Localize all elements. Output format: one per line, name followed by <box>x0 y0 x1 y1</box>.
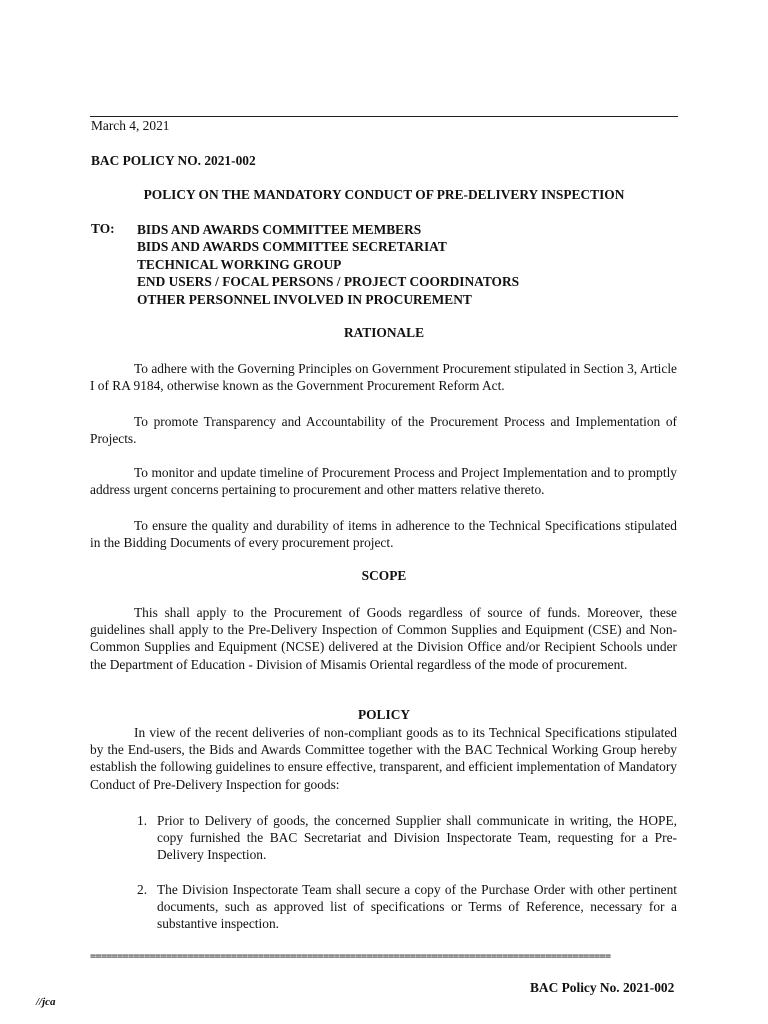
rationale-paragraph: To promote Transparency and Accountability of the Procurement Process and Implementation of Projects. <box>90 414 677 447</box>
list-text: The Division Inspectorate Team shall secure a copy of the Purchase Order with other pertinent documents, such as approved list of specifications or Terms of Reference, necessary for a substantive inspection. <box>157 882 677 932</box>
list-text: Prior to Delivery of goods, the concerned Supplier shall communicate in writing, the HOPE, copy furnished the BAC Secretariat and Division Inspectorate Team, requesting for a Pre-Delivery Inspection. <box>157 813 677 863</box>
recipient-list <box>137 221 519 308</box>
recipient-item: BIDS AND AWARDS COMMITTEE SECRETARIAT <box>137 239 447 255</box>
to-label: TO: <box>91 221 115 236</box>
rationale-paragraph: To adhere with the Governing Principles on Government Procurement stipulated in Section 3, Article I of RA 9184, otherwise known as the Government Procurement Reform Act. <box>90 361 677 394</box>
policy-heading: POLICY <box>357 707 411 722</box>
typist-initials: //jca <box>36 996 56 1008</box>
scope-paragraph: This shall apply to the Procurement of Goods regardless of source of funds. Moreover, these guidelines shall apply to the Pre-Delivery Inspection of Common Supplies and Equipment (CSE) and Non-Common Supplies and Equipment (NCSE) delivered at the Division Office and/or Recipient Schools under the Department of Education - Division of Misamis Oriental regardless of the mode of procurement. <box>90 605 677 672</box>
document-title: POLICY ON THE MANDATORY CONDUCT OF PRE-DELIVERY INSPECTION <box>143 187 625 202</box>
rationale-paragraph: To monitor and update timeline of Procurement Process and Project Implementation and to promptly address urgent concerns pertaining to procurement and other matters relative thereto. <box>90 465 677 498</box>
recipient-item: OTHER PERSONNEL INVOLVED IN PROCUREMENT <box>137 291 472 307</box>
policy-intro: In view of the recent deliveries of non-compliant goods as to its Technical Specifications stipulated by the End-users, the Bids and Awards Committee together with the BAC Technical Working Group hereby establish the following guidelines to ensure effective, transparent, and efficient implementation of Mandatory Conduct of Pre-Delivery Inspection for goods: <box>90 725 677 792</box>
list-number: 2. <box>137 882 148 897</box>
footer-reference: BAC Policy No. 2021-002 <box>530 980 675 995</box>
recipient-item: TECHNICAL WORKING GROUP <box>137 256 342 272</box>
scope-heading: SCOPE <box>361 568 407 583</box>
header-rule <box>90 116 678 117</box>
document-date: March 4, 2021 <box>91 118 170 133</box>
rationale-heading: RATIONALE <box>343 325 425 340</box>
recipient-item: END USERS / FOCAL PERSONS / PROJECT COORDINATORS <box>137 274 520 290</box>
policy-number: BAC POLICY NO. 2021-002 <box>91 153 256 168</box>
list-number: 1. <box>137 813 148 828</box>
rationale-paragraph: To ensure the quality and durability of items in adherence to the Technical Specifications stipulated in the Bidding Documents of every procurement project. <box>90 518 677 551</box>
recipient-item: BIDS AND AWARDS COMMITTEE MEMBERS <box>137 222 422 237</box>
footer-separator: ================================================================================================ <box>90 951 611 962</box>
